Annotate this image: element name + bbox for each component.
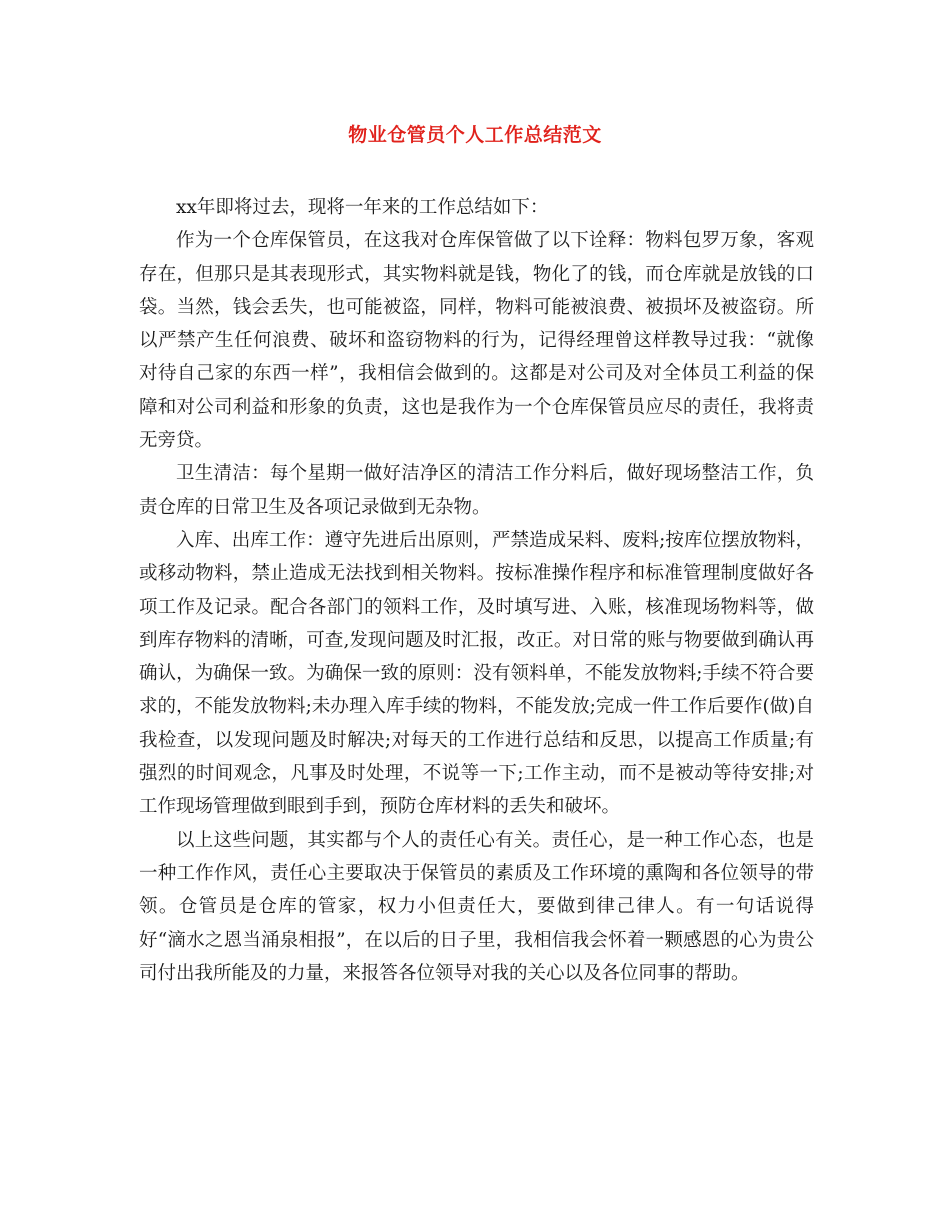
paragraph-responsibility: 以上这些问题，其实都与个人的责任心有关。责任心，是一种工作心态，也是一种工作作风，责任心主要取决于保管员的素质及工作环境的熏陶和各位领导的带领。仓管员是仓库的管家，权力小但责任大，要做到律己律人。有一句话说得好“滴水之恩当涌泉相报”，在以后的日子里，我相信我会怀着一颗感恩的心为贵公司付出我所能及的力量，来报答各位领导对我的关心以及各位同事的帮助。: [139, 829, 814, 984]
paragraph-inbound-outbound: 入库、出库工作：遵守先进后出原则，严禁造成呆料、废料;按库位摆放物料，或移动物料，禁止造成无法找到相关物料。按标准操作程序和标准管理制度做好各项工作及记录。配合各部门的领料工作，及时填写进、入账，核准现场物料等，做到库存物料的清晰，可查,发现问题及时汇报，改正。对日常的账与物要做到确认再确认，为确保一致。为确保一致的原则：没有领料单，不能发放物料;手续不符合要求的，不能发放物料;未办理入库手续的物料，不能发放;完成一件工作后要作(做)自我检查，以发现问题及时解决;对每天的工作进行总结和反思，以提高工作质量;有强烈的时间观念，凡事及时处理，不说等一下;工作主动，而不是被动等待安排;对工作现场管理做到眼到手到，预防仓库材料的丢失和破坏。: [139, 529, 814, 818]
paragraph-intro: xx年即将过去，现将一年来的工作总结如下：: [176, 197, 549, 218]
paragraph-role: 作为一个仓库保管员，在这我对仓库保管做了以下诠释：物料包罗万象，客观存在，但那只是其表现形式，其实物料就是钱，物化了的钱，而仓库就是放钱的口袋。当然，钱会丢失，也可能被盗，同样，物料可能被浪费、被损坏及被盗窃。所以严禁产生任何浪费、破坏和盗窃物料的行为，记得经理曾这样教导过我：“就像对待自己家的东西一样”，我相信会做到的。这都是对公司及对全体员工利益的保障和对公司利益和形象的负责，这也是我作为一个仓库保管员应尽的责任，我将责无旁贷。: [139, 230, 814, 452]
paragraph-cleaning: 卫生清洁：每个星期一做好洁净区的清洁工作分料后，做好现场整洁工作，负责仓库的日常卫生及各项记录做到无杂物。: [139, 463, 814, 518]
document-title: 物业仓管员个人工作总结范文: [348, 124, 602, 146]
document-body: [139, 191, 814, 990]
